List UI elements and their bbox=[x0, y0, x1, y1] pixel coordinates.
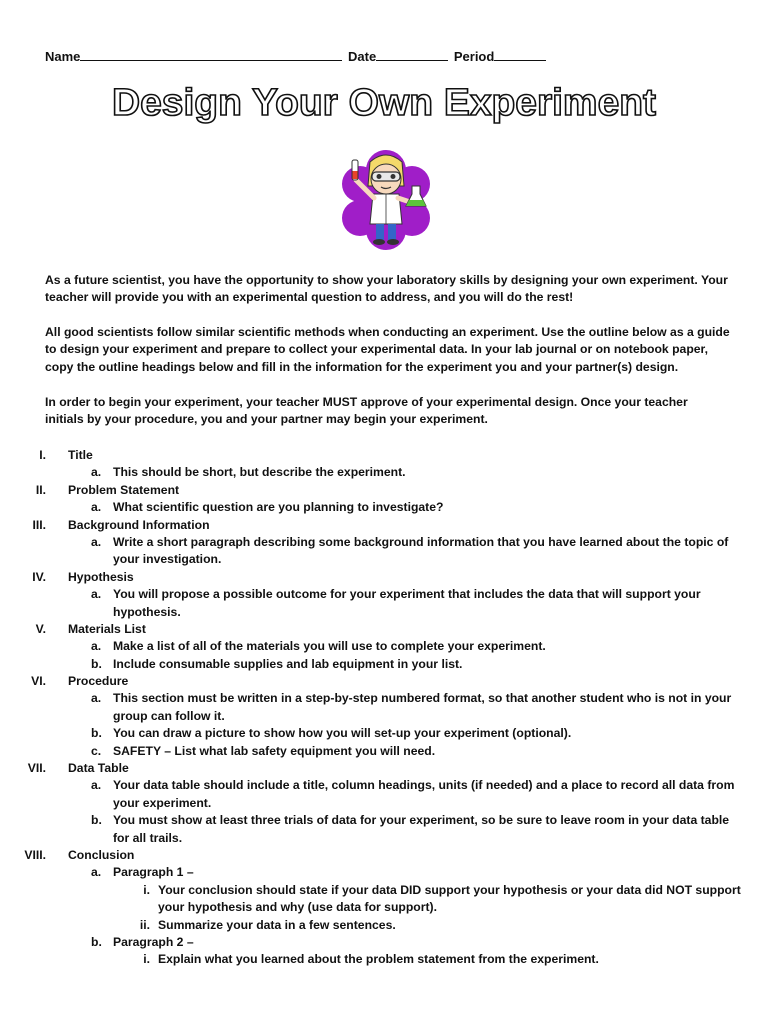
item-marker: b. bbox=[91, 934, 102, 949]
item-text: group can follow it. bbox=[113, 708, 225, 723]
subitem-text: Explain what you learned about the problem statement from the experiment. bbox=[158, 952, 599, 967]
roman-numeral: II. bbox=[35, 482, 46, 497]
outline-subitem bbox=[0, 951, 768, 968]
name-label: Name bbox=[45, 49, 81, 64]
text-line: teacher will provide you with an experimental question to address, and you will do the rest! bbox=[45, 290, 574, 305]
outline-heading-background bbox=[0, 517, 768, 534]
item-text: Paragraph 1 – bbox=[113, 865, 194, 880]
outline-subitem-continued bbox=[0, 899, 768, 916]
item-text: Write a short paragraph describing some background information that you have learned about the topic of bbox=[113, 534, 729, 549]
outline-item bbox=[0, 638, 768, 655]
outline-subitem bbox=[0, 882, 768, 899]
item-text: You will propose a possible outcome for your experiment that includes the data that will support your bbox=[113, 587, 701, 602]
outline-heading-title bbox=[0, 447, 768, 464]
page-title: Design Your Own Experiment bbox=[112, 82, 657, 124]
text-line: initials by your procedure, you and your partner may begin your experiment. bbox=[45, 412, 488, 427]
roman-numeral: IV. bbox=[32, 569, 46, 584]
item-marker: a. bbox=[91, 587, 102, 602]
item-text: your investigation. bbox=[113, 552, 222, 567]
roman-numeral: I. bbox=[39, 448, 46, 462]
heading-label: Background Information bbox=[68, 517, 210, 532]
item-marker: b. bbox=[91, 813, 102, 828]
item-text: Include consumable supplies and lab equipment in your list. bbox=[113, 656, 463, 671]
text-line: In order to begin your experiment, your teacher MUST approve of your experimental design. Once your teacher bbox=[45, 395, 688, 409]
item-text: This section must be written in a step-by-step numbered format, so that another student who is not in your bbox=[113, 691, 732, 706]
outline-heading-problem bbox=[0, 482, 768, 499]
intro-paragraph-1 bbox=[45, 272, 735, 307]
student-info-line bbox=[45, 48, 546, 64]
subitem-marker: i. bbox=[143, 952, 150, 967]
item-text: You must show at least three trials of data for your experiment, so be sure to leave room in your data table bbox=[113, 813, 730, 828]
outline-item bbox=[0, 934, 768, 951]
outline-heading-materials bbox=[0, 621, 768, 638]
item-text: for all trails. bbox=[113, 830, 183, 845]
roman-numeral: VI. bbox=[31, 674, 46, 689]
item-text: You can draw a picture to show how you will set-up your experiment (optional). bbox=[113, 726, 572, 741]
item-text: hypothesis. bbox=[113, 604, 181, 619]
outline-item bbox=[0, 777, 768, 794]
text-line: As a future scientist, you have the opportunity to show your laboratory skills by designing your own experiment. Your bbox=[45, 273, 728, 287]
intro-paragraph-2 bbox=[45, 324, 735, 376]
date-blank bbox=[376, 48, 448, 61]
heading-label: Title bbox=[68, 448, 93, 462]
intro-paragraph-3 bbox=[45, 394, 735, 429]
date-label: Date bbox=[348, 49, 377, 64]
outline-item-continued bbox=[0, 604, 768, 621]
subitem-marker: ii. bbox=[139, 917, 150, 932]
outline-item bbox=[0, 586, 768, 603]
item-text: Paragraph 2 – bbox=[113, 934, 194, 949]
outline-item bbox=[0, 656, 768, 673]
item-text: Your data table should include a title, column headings, units (if needed) and a place to record all data from bbox=[113, 778, 735, 793]
period-label: Period bbox=[453, 49, 495, 64]
outline-item-continued bbox=[0, 551, 768, 568]
heading-label: Problem Statement bbox=[68, 482, 180, 497]
outline-subitem bbox=[0, 917, 768, 934]
item-text: SAFETY – List what lab safety equipment you will need. bbox=[113, 743, 436, 758]
item-marker: b. bbox=[91, 656, 102, 671]
outline-item bbox=[0, 725, 768, 742]
outline-item bbox=[0, 534, 768, 551]
text-line: to design your experiment and prepare to collect your experimental data. In your lab journal or on notebook paper, bbox=[45, 342, 708, 357]
subitem-text: Your conclusion should state if your data DID support your hypothesis or your data did NOT support bbox=[158, 882, 741, 897]
title-banner bbox=[0, 75, 768, 131]
outline-item bbox=[0, 743, 768, 760]
outline-item bbox=[0, 812, 768, 829]
heading-label: Materials List bbox=[68, 621, 146, 636]
subitem-text: Summarize your data in a few sentences. bbox=[158, 917, 396, 932]
item-marker: a. bbox=[91, 639, 102, 654]
outline-item bbox=[0, 864, 768, 881]
outline-item-continued bbox=[0, 830, 768, 847]
outline-item bbox=[0, 499, 768, 516]
item-marker: c. bbox=[91, 743, 102, 758]
item-text: Make a list of all of the materials you will use to complete your experiment. bbox=[113, 639, 546, 654]
period-blank bbox=[494, 48, 546, 61]
experiment-outline bbox=[0, 447, 768, 969]
item-marker: b. bbox=[91, 726, 102, 741]
item-marker: a. bbox=[91, 465, 102, 480]
heading-label: Hypothesis bbox=[68, 569, 134, 584]
outline-heading-conclusion bbox=[0, 847, 768, 864]
heading-label: Data Table bbox=[68, 761, 129, 776]
item-text: This should be short, but describe the experiment. bbox=[113, 465, 406, 480]
subitem-text: your hypothesis and why (use data for support). bbox=[158, 900, 437, 915]
roman-numeral: VIII. bbox=[24, 847, 46, 862]
item-text: What scientific question are you planning to investigate? bbox=[113, 500, 444, 515]
heading-label: Conclusion bbox=[68, 847, 135, 862]
scientist-logo-icon bbox=[340, 146, 432, 254]
subitem-marker: i. bbox=[143, 882, 150, 897]
roman-numeral: III. bbox=[32, 517, 46, 532]
item-marker: a. bbox=[91, 534, 102, 549]
roman-numeral: V. bbox=[35, 621, 46, 636]
heading-label: Procedure bbox=[68, 674, 129, 689]
name-blank bbox=[80, 48, 342, 61]
outline-heading-hypothesis bbox=[0, 569, 768, 586]
item-marker: a. bbox=[91, 865, 102, 880]
item-marker: a. bbox=[91, 500, 102, 515]
outline-heading-procedure bbox=[0, 673, 768, 690]
outline-item bbox=[0, 464, 768, 481]
item-marker: a. bbox=[91, 691, 102, 706]
outline-heading-data-table bbox=[0, 760, 768, 777]
outline-item-continued bbox=[0, 795, 768, 812]
item-text: your experiment. bbox=[113, 795, 212, 810]
text-line: All good scientists follow similar scientific methods when conducting an experiment. Use the outline below as a guide bbox=[45, 325, 730, 339]
outline-item-continued bbox=[0, 708, 768, 725]
item-marker: a. bbox=[91, 778, 102, 793]
roman-numeral: VII. bbox=[27, 761, 46, 776]
text-line: copy the outline headings below and fill in the information for the experiment you and your partner(s) design. bbox=[45, 359, 679, 374]
outline-item bbox=[0, 690, 768, 707]
